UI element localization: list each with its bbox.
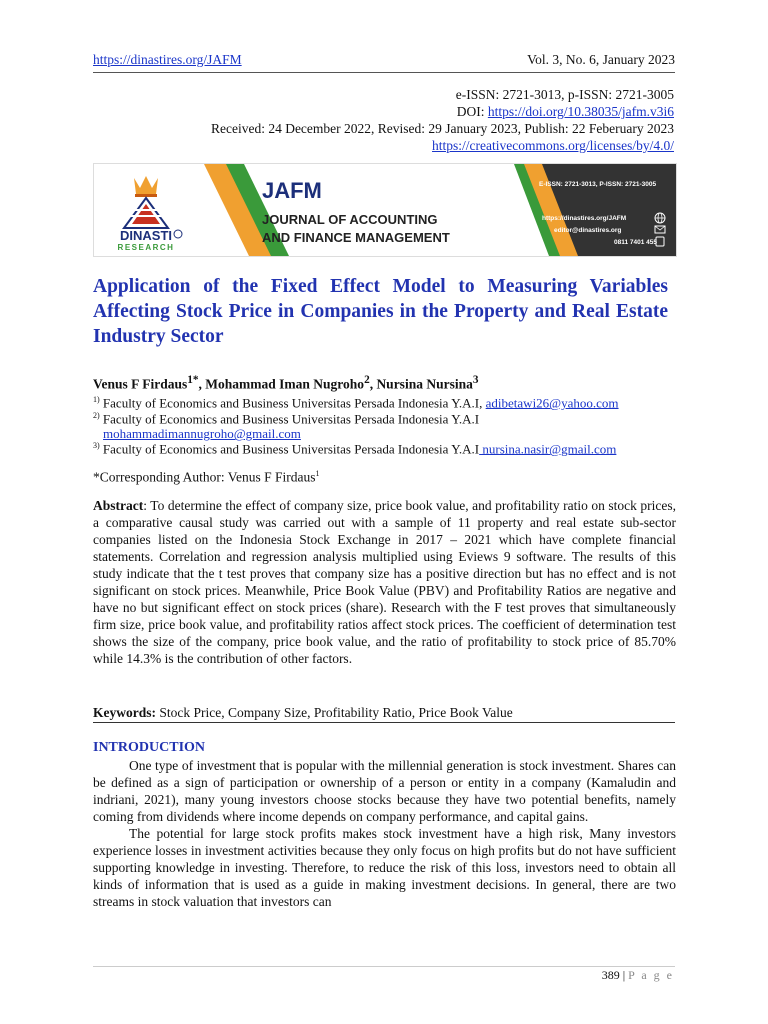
header-rule <box>93 72 675 73</box>
keywords-label: Keywords: <box>93 705 156 720</box>
banner-phone: 0811 7401 455 <box>614 239 658 246</box>
issn-line: e-ISSN: 2721-3013, p-ISSN: 2721-3005 <box>455 87 674 102</box>
crown-icon <box>134 176 158 197</box>
corresponding-author <box>93 469 320 486</box>
banner-web: https://dinastires.org/JAFM <box>542 215 627 222</box>
dates-line: Received: 24 December 2022, Revised: 29 January 2023, Publish: 22 Feberuary 2023 <box>210 121 674 136</box>
logo-main-text: DINASTI <box>120 228 172 243</box>
page-footer <box>602 968 674 983</box>
section-heading-introduction: INTRODUCTION <box>93 740 206 755</box>
author-3: , Nursina Nursina <box>369 376 473 392</box>
running-header <box>93 52 675 70</box>
footer-rule <box>93 966 675 967</box>
author-2: , Mohammad Iman Nugroho <box>198 376 365 392</box>
logo-pyramid-icon <box>124 198 168 228</box>
affiliation-text: Faculty of Economics and Business Universitas Persada Indonesia Y.A.I, <box>102 395 486 411</box>
header-volume: Vol. 3, No. 6, January 2023 <box>527 52 675 67</box>
banner-jafm: JAFM <box>262 178 322 203</box>
paragraph: One type of investment that is popular with the millennial generation is stock investment. Shares can be defined as a sign of participation or ownership of a person or entity in a company (Kamaludin and indriani, 2021), many young investors choose stocks because they have two potential benefits, namely coming from dividends where income depends on company performance, and capital gains. <box>93 758 676 824</box>
affiliation-2 <box>93 408 479 441</box>
affiliation-num: 3) <box>93 441 100 450</box>
paper-title: Application of the Fixed Effect Model to Measuring Variables Affecting Stock Price in Companies in the Property and Real Estate Industry Sector <box>93 276 668 347</box>
registered-mark-icon <box>174 230 182 238</box>
doi-label: DOI: <box>456 104 488 119</box>
introduction-body <box>93 757 676 910</box>
banner-journal-line1: JOURNAL OF ACCOUNTING <box>262 212 438 227</box>
journal-banner <box>93 163 677 257</box>
corresponding-sup: 1 <box>315 469 320 478</box>
page-number: 389 <box>601 968 620 982</box>
banner-graphic <box>94 164 676 256</box>
doi-line <box>211 103 674 120</box>
affiliation-text: Faculty of Economics and Business Universitas Persada Indonesia Y.A.I <box>102 441 480 457</box>
article-meta <box>211 86 674 154</box>
abstract-label: Abstract <box>93 498 144 513</box>
license-link[interactable]: https://creativecommons.org/licenses/by/4.0/ <box>432 138 674 153</box>
affiliation-email[interactable]: mohammadimannugroho@gmail.com <box>103 426 301 442</box>
header-journal-link[interactable]: https://dinastires.org/JAFM <box>93 52 242 67</box>
footer-separator: | <box>619 968 629 982</box>
corresponding-text: *Corresponding Author: Venus F Firdaus <box>93 469 316 485</box>
affiliation-email[interactable]: adibetawi26@yahoo.com <box>485 395 619 411</box>
keywords <box>93 705 513 721</box>
paragraph: The potential for large stock profits makes stock investment have a high risk, Many investors experience losses in investment activities because they only focus on high profits but do not have sufficient supporting knowledge in investing. Therefore, to reduce the risk of this loss, investors need to obtain all kinds of information that is used as a guide in making investment decisions. In general, there are two streams in stock valuation that investors can <box>93 826 676 909</box>
affiliation-text: Faculty of Economics and Business Universitas Persada Indonesia Y.A.I <box>102 411 480 427</box>
affiliation-num: 2) <box>93 411 100 420</box>
affiliation-num: 1) <box>93 395 100 404</box>
banner-issn: E-ISSN: 2721-3013, P-ISSN: 2721-3005 <box>539 181 657 188</box>
author-1-sup: 1* <box>187 374 199 386</box>
abstract-text: : To determine the effect of company size, price book value, and profitability ratio on stock prices, a comparative causal study was carried out with a sample of 11 property and real estate sub-sector companies listed on the Indonesia Stock Exchange in 2017 – 2021 which have complete financial statements. Correlation and regression analysis multiplied using Eviews 9 software. The results of this study indicate that the t test proves that company size has a positive direction but has no effect and is not significant on stock prices. Meanwhile, Price Book Value (PBV) and Profitability Ratios are negative and have no but significant effect on stock prices (share). Research with the F test proves that simultaneously firm size, price book value, and profitability ratios affect stock prices. The coefficient of determination test shows the size of the company, price book value, and the ratio of profitability to stock price of 85.70% while 14.3% is the contribution of other factors. <box>93 498 676 666</box>
author-list <box>93 374 478 393</box>
abstract <box>93 497 676 667</box>
keywords-rule <box>93 722 675 723</box>
keywords-text: Stock Price, Company Size, Profitability Ratio, Price Book Value <box>156 705 513 720</box>
logo-sub-text: RESEARCH <box>117 243 175 252</box>
affiliation-3 <box>93 438 616 456</box>
banner-email: editor@dinastires.org <box>554 227 622 234</box>
page-label: P a g e <box>628 968 674 982</box>
author-2-sup: 2 <box>364 374 370 386</box>
author-3-sup: 3 <box>472 374 479 386</box>
banner-journal-line2: AND FINANCE MANAGEMENT <box>262 230 450 245</box>
doi-link[interactable]: https://doi.org/10.38035/jafm.v3i6 <box>487 104 674 119</box>
author-1: Venus F Firdaus <box>93 376 188 392</box>
affiliation-email[interactable]: nursina.nasir@gmail.com <box>479 441 617 457</box>
